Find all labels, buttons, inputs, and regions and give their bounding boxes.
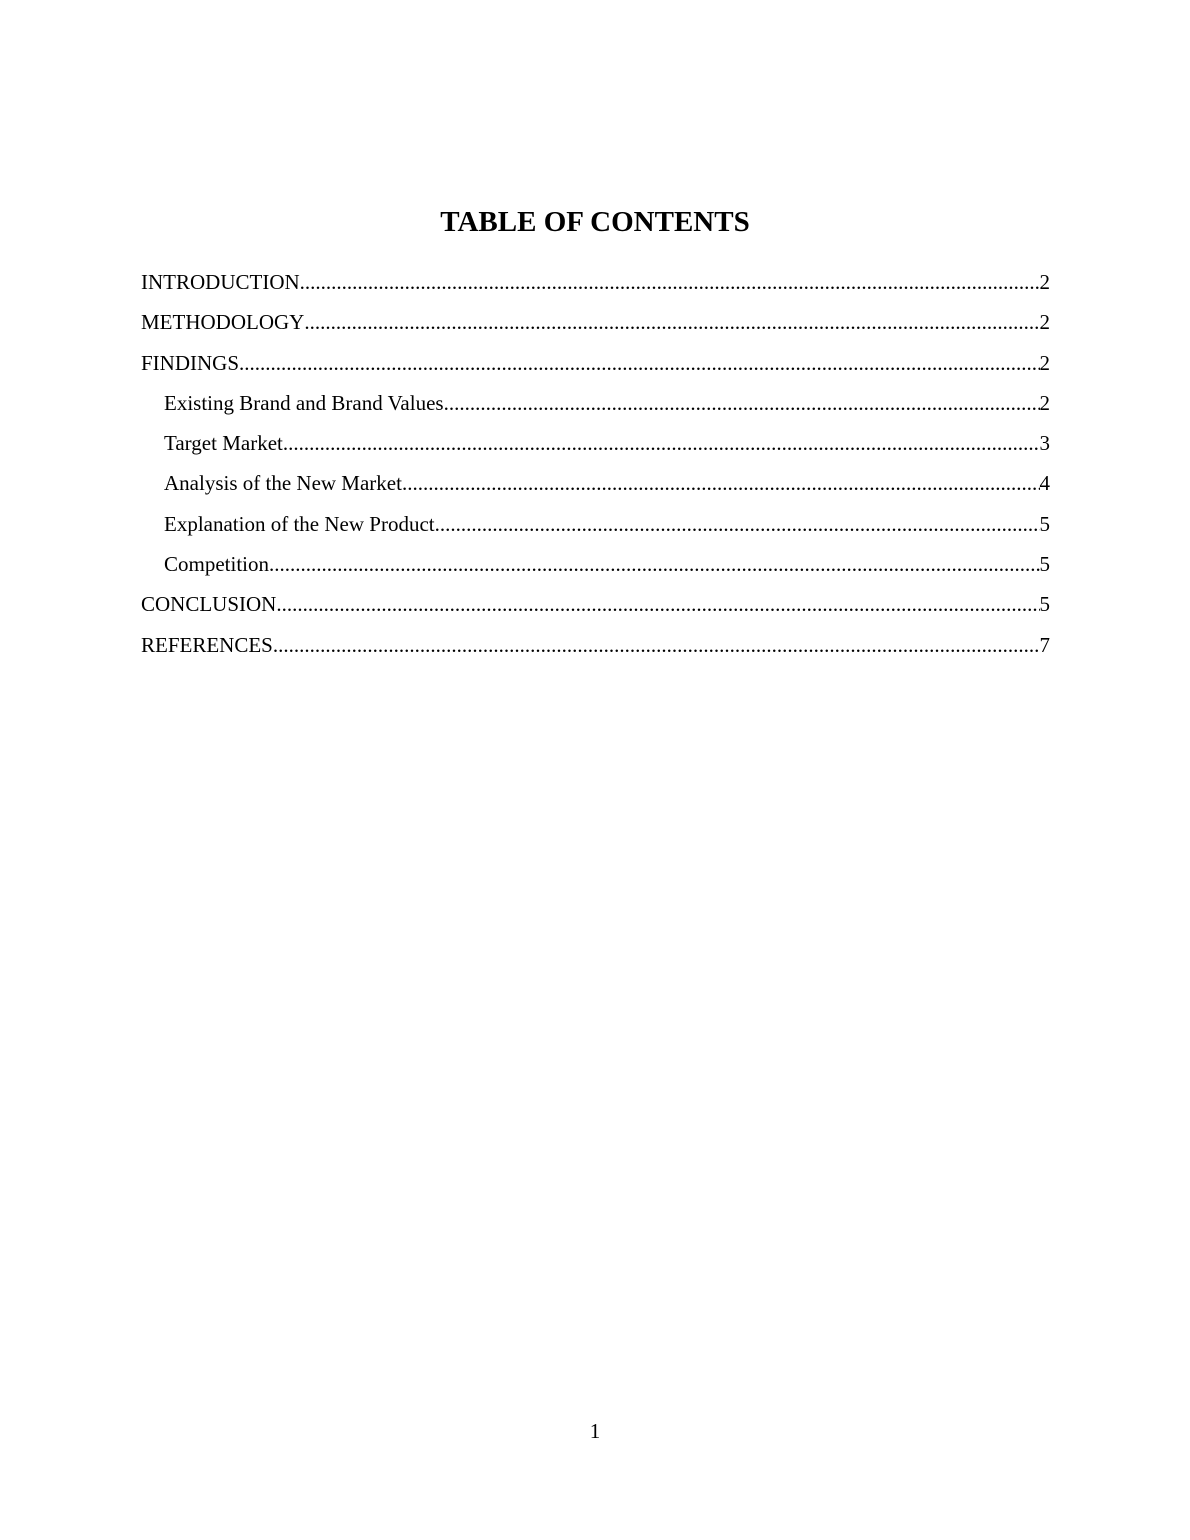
toc-entry-label: INTRODUCTION: [141, 270, 300, 294]
toc-entry-label: Analysis of the New Market: [164, 471, 402, 496]
toc-entry-label: FINDINGS: [141, 350, 240, 375]
toc-entry-page: 5: [1039, 592, 1050, 617]
toc-entry-new-market-analysis[interactable]: [141, 468, 1050, 508]
toc-entry-page: 7: [1039, 632, 1050, 657]
toc-entry-conclusion[interactable]: [141, 589, 1050, 629]
toc-entry-page: 5: [1039, 552, 1050, 577]
toc-entry-methodology[interactable]: [141, 307, 1050, 347]
toc-title: TABLE OF CONTENTS: [440, 206, 750, 238]
toc-dot-leader: [300, 267, 1040, 297]
toc-dot-leader: [239, 348, 1039, 378]
toc-entry-label: Target Market: [164, 431, 283, 456]
toc-entry-page: 4: [1039, 471, 1050, 496]
toc-entry-references[interactable]: [141, 630, 1050, 670]
toc-entry-target-market[interactable]: [141, 428, 1050, 468]
toc-list: [141, 267, 1050, 670]
toc-entry-page: 5: [1039, 511, 1050, 536]
toc-entry-competition[interactable]: [141, 549, 1050, 589]
toc-dot-leader: [435, 509, 1040, 539]
toc-entry-page: 2: [1039, 270, 1050, 294]
toc-entry-label: METHODOLOGY: [141, 310, 305, 335]
toc-dot-leader: [444, 388, 1040, 418]
toc-entry-page: 2: [1039, 390, 1050, 415]
toc-entry-new-product[interactable]: [141, 509, 1050, 549]
toc-dot-leader: [402, 468, 1040, 498]
toc-dot-leader: [269, 549, 1040, 579]
toc-entry-findings[interactable]: [141, 348, 1050, 388]
toc-entry-label: Explanation of the New Product: [164, 511, 435, 536]
toc-entry-label: REFERENCES: [141, 632, 273, 657]
page-number: 1: [589, 1419, 601, 1443]
toc-entry-label: CONCLUSION: [141, 592, 277, 617]
toc-entry-introduction[interactable]: [141, 267, 1050, 307]
toc-dot-leader: [304, 307, 1039, 337]
toc-entry-page: 3: [1039, 431, 1050, 456]
toc-entry-label: Competition: [164, 552, 269, 577]
toc-entry-page: 2: [1039, 310, 1050, 335]
toc-entry-label: Existing Brand and Brand Values: [164, 390, 444, 415]
toc-entry-page: 2: [1039, 350, 1050, 375]
toc-entry-existing-brand[interactable]: [141, 388, 1050, 428]
toc-dot-leader: [276, 589, 1039, 619]
toc-dot-leader: [273, 630, 1040, 660]
toc-dot-leader: [283, 428, 1040, 458]
